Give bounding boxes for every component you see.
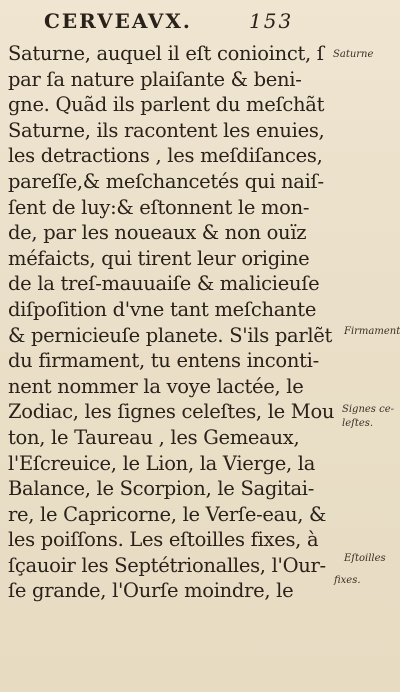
text-line: les detractions , les meſdiſances, bbox=[8, 144, 323, 168]
text-line: pareſſe,& meſchancetés qui naiſ- bbox=[8, 169, 324, 193]
text-line: ſent de luy:& eſtonnent le mon- bbox=[8, 195, 310, 219]
text-line: & pernicieuſe planete. S'ils parlẽt bbox=[8, 323, 333, 347]
margin-note-saturne: Saturne bbox=[333, 49, 374, 60]
text-line: l'Eſcreuice, le Lion, la Vierge, la bbox=[8, 451, 316, 475]
text-line: nent nommer la voye lactée, le bbox=[8, 374, 304, 398]
body-text bbox=[8, 41, 335, 604]
text-line: diſpoſition d'vne tant meſchante bbox=[8, 297, 317, 321]
margin-note-firmament: Firmament bbox=[344, 326, 400, 337]
text-line: méfaicts, qui tirent leur origine bbox=[8, 246, 310, 270]
text-line: Saturne, auquel il eſt conioinct, ſ bbox=[8, 42, 324, 65]
margin-note-fixes: fixes. bbox=[334, 575, 361, 586]
text-line: ton, le Taureau , les Gemeaux, bbox=[8, 425, 300, 449]
margin-note-signes-celestes-cont: leſtes. bbox=[342, 418, 374, 429]
text-line: par ſa nature plaiſante & beni- bbox=[8, 67, 302, 91]
text-line: ſe grande, l'Ourſe moindre, le bbox=[8, 579, 294, 603]
text-line: de la treſ-mauuaiſe & malicieuſe bbox=[8, 272, 320, 296]
page-header bbox=[44, 8, 294, 34]
text-line: Zodiac, les ſignes celeſtes, le Mou bbox=[8, 400, 335, 424]
text-line: re, le Capricorne, le Verſe-eau, & bbox=[8, 502, 327, 526]
page-number: 153 bbox=[249, 9, 294, 33]
text-line: ſçauoir les Septétrionalles, l'Our- bbox=[8, 553, 326, 577]
margin-note-estoilles: Eſtoilles bbox=[344, 553, 386, 564]
text-line: les poiſſons. Les eſtoilles fixes, à bbox=[8, 528, 319, 552]
text-line: gne. Quãd ils parlent du meſchãt bbox=[8, 93, 325, 117]
running-head: CERVEAVX. bbox=[44, 9, 192, 33]
text-line: du firmament, tu entens inconti- bbox=[8, 349, 319, 373]
text-line: Balance, le Scorpion, le Sagitai- bbox=[8, 477, 315, 501]
text-line: de, par les noueaux & non ouïz bbox=[8, 221, 307, 245]
margin-note-signes-celestes: Signes ce- bbox=[342, 404, 395, 415]
text-line: Saturne, ils racontent les enuies, bbox=[8, 118, 325, 142]
